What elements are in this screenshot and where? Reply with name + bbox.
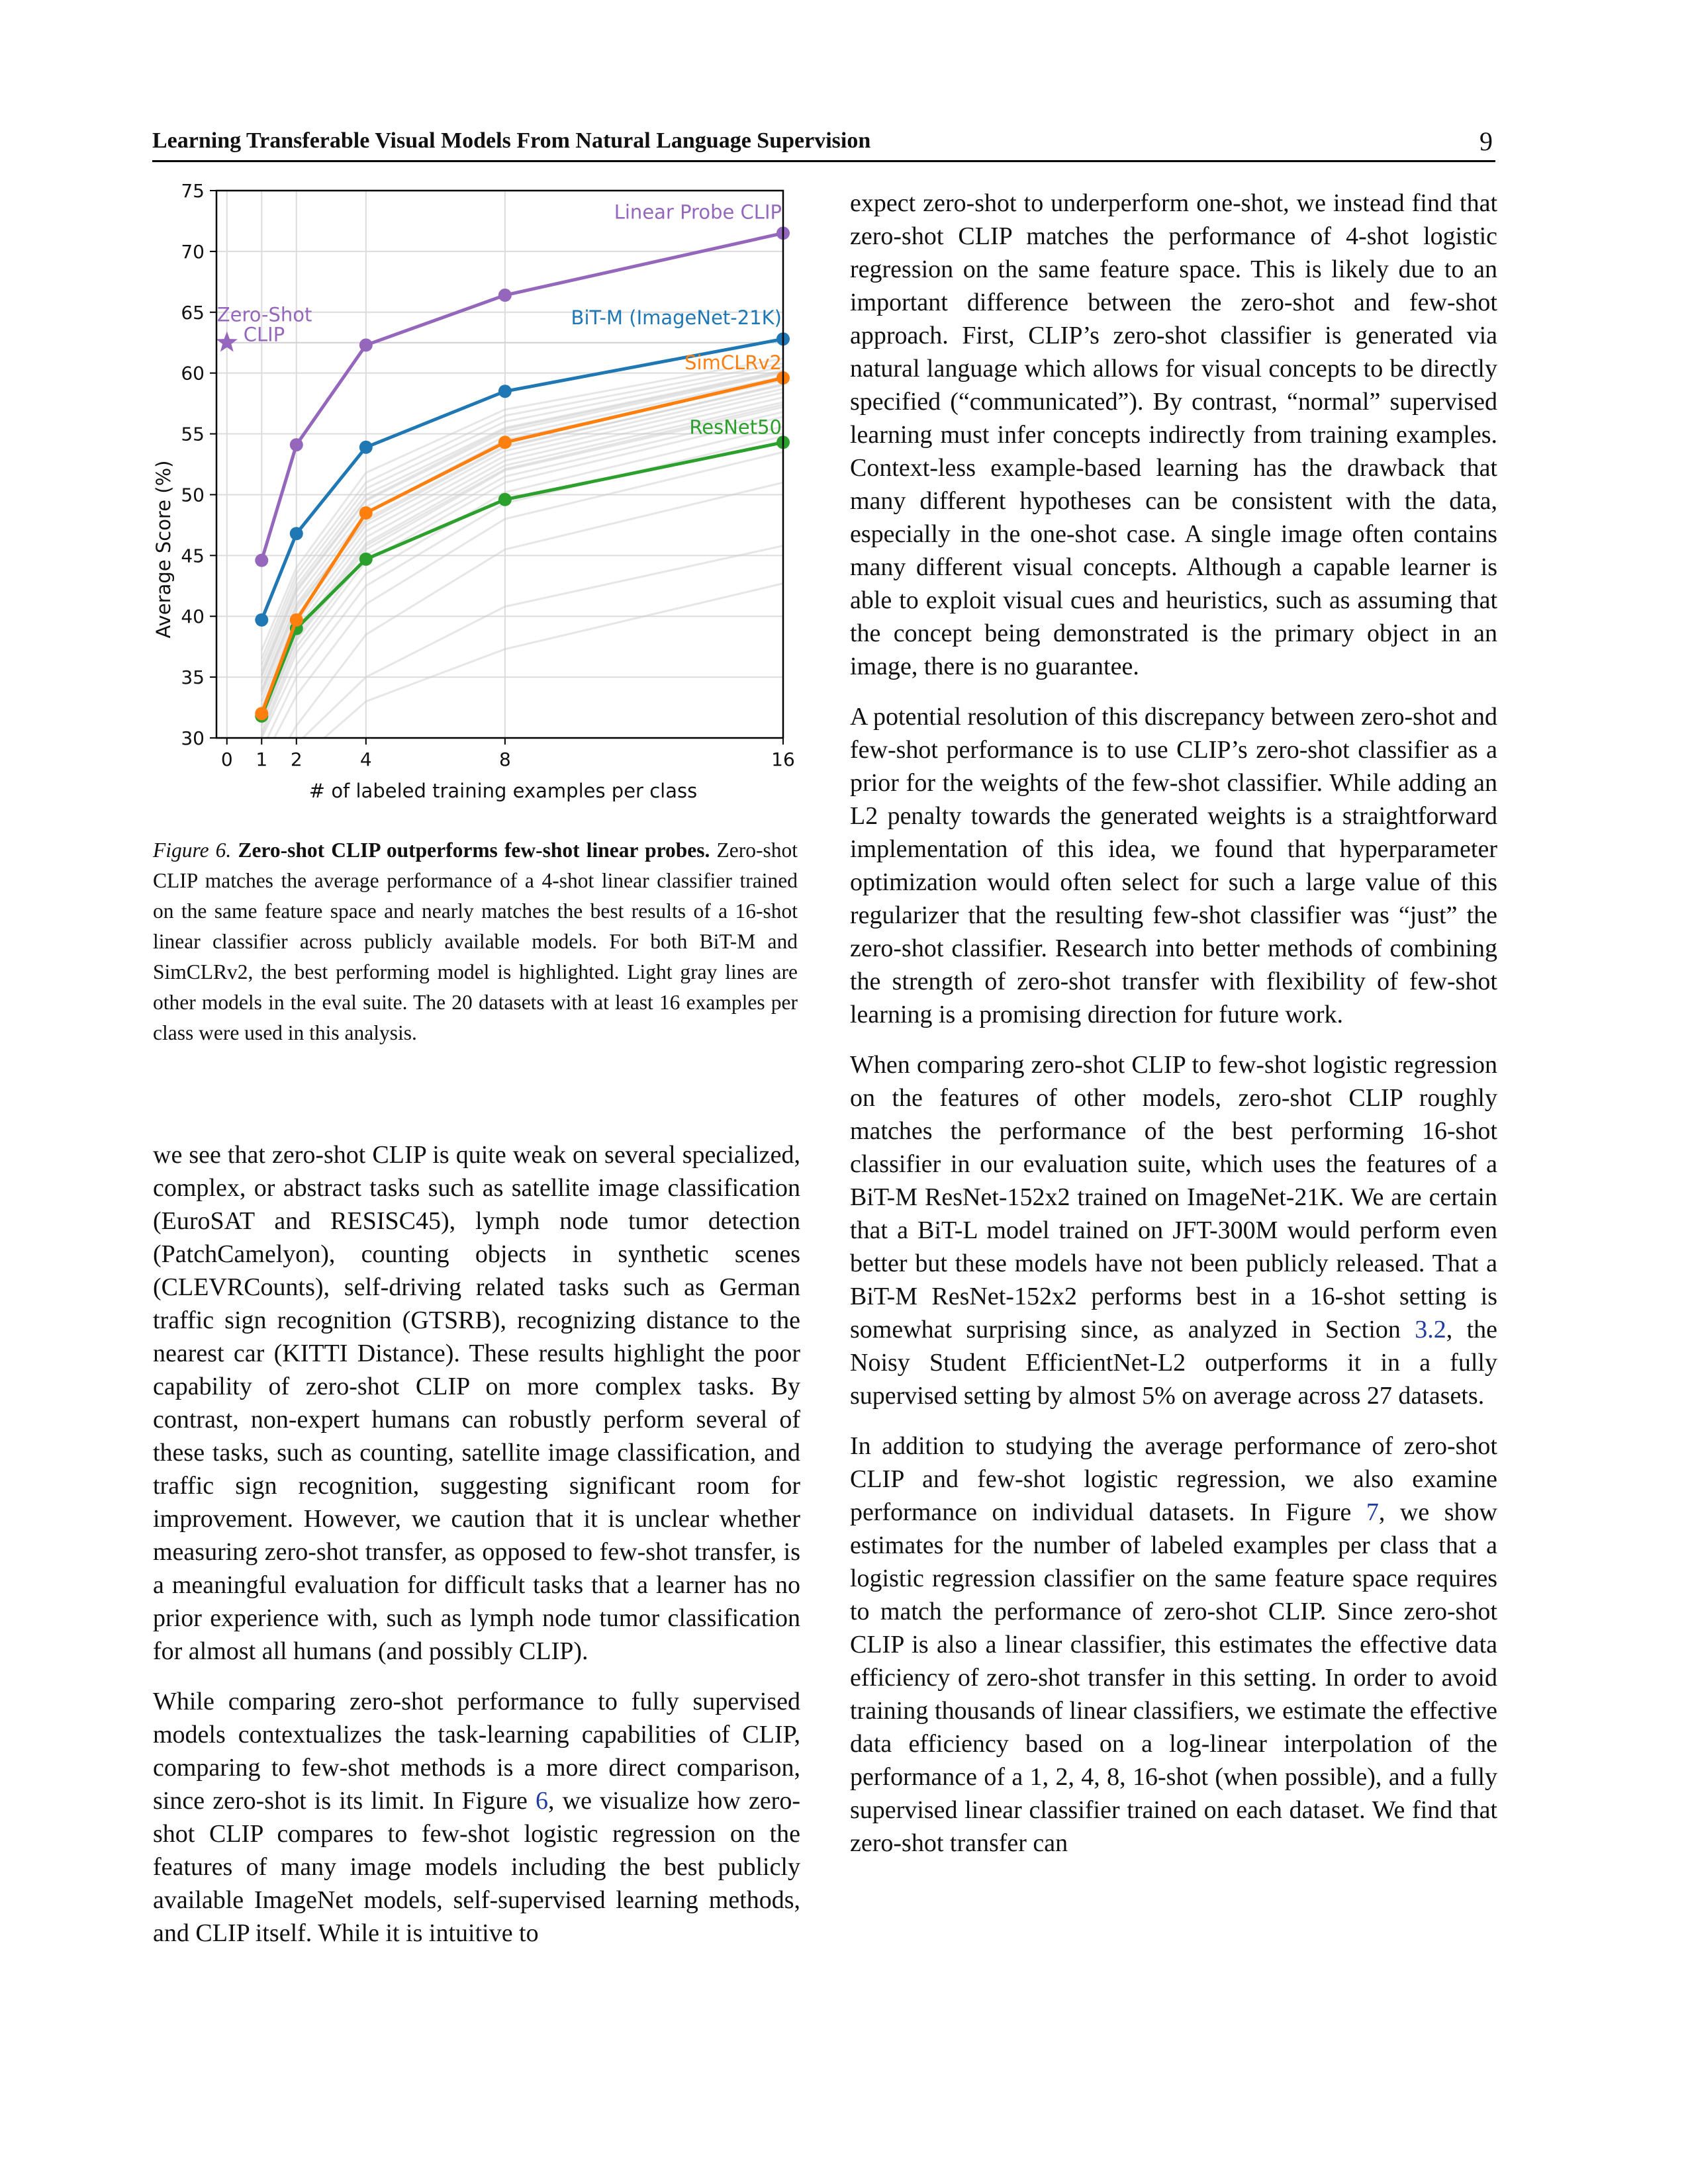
x-tick-label: 2 <box>290 749 303 770</box>
right-paragraph-3 <box>850 1048 1497 1412</box>
y-tick-label: 60 <box>181 362 205 385</box>
right-paragraph-1: expect zero-shot to underperform one-shot, we instead find that zero-shot CLIP matches the performance of 4-shot logistic regression on the same feature space. This is likely due to an important difference between the zero-shot and few-shot approach. First, CLIP’s zero-shot classifier is generated via natural language which allows for visual concepts to be directly specified (“communicated”). By contrast, “normal” supervised learning must infer concepts indirectly from training examples. Context-less example-based learning has the drawback that many different hypotheses can be consistent with the data, especially in the one-shot case. A single image often contains many different visual concepts. Although a capable learner is able to exploit visual cues and heuristics, such as assuming that the concept being demonstrated is the primary object in an image, there is no guarantee. <box>850 189 1497 680</box>
series-point <box>498 385 512 398</box>
figure-caption <box>153 835 798 1048</box>
series-point <box>255 614 268 627</box>
right-paragraph-4 <box>850 1430 1497 1860</box>
gray-model-line <box>261 584 783 811</box>
x-tick-label: 16 <box>771 749 795 770</box>
figure-6-chart <box>142 177 804 813</box>
left-column <box>153 1138 800 1967</box>
gray-model-line <box>261 402 783 720</box>
left-paragraph-1: we see that zero-shot CLIP is quite weak on several specialized, complex, or abstract tasks such as satellite image classification (EuroSAT and RESISC45), lymph node tumor detection (PatchCamelyon), counting objects in synthetic scenes (CLEVRCounts), self-driving related tasks such as German traffic sign recognition (GTSRB), recognizing distance to the nearest car (KITTI Distance). These results highlight the poor capability of zero-shot CLIP on more complex tasks. By contrast, non-expert humans can robustly perform several of these tasks, such as counting, satellite image classification, and traffic sign recognition, suggesting significant room for improvement. However, we caution that it is unclear whether measuring zero-shot transfer, as opposed to few-shot transfer, is a meaningful evaluation for difficult tasks that a learner has no prior experience with, such as lymph node tumor classification for almost all humans (and possibly CLIP). <box>153 1141 800 1665</box>
text-run: In addition to studying the average performance of zero-shot CLIP and few-shot logistic regression, we also examine performance on individual datasets. In Figure <box>850 1432 1497 1526</box>
gray-model-line <box>261 363 783 659</box>
highlighted-series <box>216 226 790 723</box>
series-point <box>359 553 373 566</box>
series-point <box>359 338 373 351</box>
y-tick-label: 45 <box>181 545 205 567</box>
text-run: , the Noisy Student EfficientNet-L2 outperforms it in a fully supervised setting by almost 5% on average across 27 datasets. <box>850 1316 1497 1410</box>
series-point <box>290 527 303 540</box>
caption-body: Zero-shot CLIP matches the average performance of a 4-shot linear classifier trained on the same feature space and nearly matches the best results of a 16-shot linear classifier across publicly available models. For both BiT-M and SimCLRv2, the best performing model is highlighted. Light gray lines are other models in the eval suite. The 20 datasets with at least 16 examples per class were used in this analysis. <box>153 839 798 1044</box>
series-point <box>255 707 268 720</box>
series-label: Linear Probe CLIP <box>614 201 782 224</box>
caption-title: Zero-shot CLIP outperforms few-shot linear probes. <box>238 839 710 862</box>
caption-label: Figure 6. <box>153 839 232 862</box>
right-column <box>850 187 1497 1877</box>
series-point <box>498 493 512 506</box>
y-axis-label: Average Score (%) <box>152 460 175 639</box>
y-tick-label: 35 <box>181 666 205 689</box>
section-3-2-link[interactable]: 3.2 <box>1415 1316 1446 1343</box>
text-run: When comparing zero-shot CLIP to few-shot logistic regression on the features of other models, zero-shot CLIP roughly matches the performance of the best performing 16-shot classifier in our evaluation suite, which uses the features of a BiT-M ResNet-152x2 trained on ImageNet-21K. We are certain that a BiT-L model trained on JFT-300M would perform even better but these models have not been publicly released. That a BiT-M ResNet-152x2 performs best in a 16-shot setting is somewhat surprising since, as analyzed in Section <box>850 1051 1497 1343</box>
series-point <box>359 441 373 454</box>
y-tick-label: 30 <box>181 727 205 749</box>
y-tick-label: 70 <box>181 240 205 263</box>
text-run: While comparing zero-shot performance to fully supervised models contextualizes the task-learning capabilities of CLIP, comparing to few-shot methods is a more direct comparison, since zero-shot is its limit. In Figure <box>153 1688 800 1815</box>
running-title: Learning Transferable Visual Models From Natural Language Supervision <box>152 128 871 153</box>
x-tick-label: 8 <box>498 749 511 770</box>
x-tick-label: 0 <box>220 749 233 770</box>
series-point <box>290 614 303 627</box>
y-tick-label: 40 <box>181 606 205 628</box>
series-point <box>255 554 268 567</box>
x-axis-label: # of labeled training examples per class <box>308 780 698 802</box>
series-label: BiT-M (ImageNet-21K) <box>571 306 782 330</box>
x-tick-label: 1 <box>256 749 268 770</box>
zero-shot-label: Zero-Shot <box>216 303 312 326</box>
y-tick-label: 50 <box>181 484 205 506</box>
series-point <box>359 506 373 520</box>
right-paragraph-2: A potential resolution of this discrepancy between zero-shot and few-shot performance is to use CLIP’s zero-shot classifier as a prior for the weights of the few-shot classifier. While adding an L2 penalty towards the generated weights is a straightforward implementation of this idea, we found that hyperparameter optimization would often select for such a large value of this regularizer that the resulting few-shot classifier was “just” the zero-shot classifier. Research into better methods of combining the strength of zero-shot transfer with flexibility of few-shot learning is a promising direction for future work. <box>850 703 1497 1028</box>
text-run: , we visualize how zero-shot CLIP compares to few-shot logistic regression on the features of many image models including the best publicly available ImageNet models, self-supervised learning methods, and CLIP itself. While it is intuitive to <box>153 1787 800 1947</box>
text-run: , we show estimates for the number of labeled examples per class that a logistic regression classifier on the same feature space requires to match the performance of zero-shot CLIP. Since zero-shot CLIP is also a linear classifier, this estimates the effective data efficiency of zero-shot transfer in this setting. In order to avoid training thousands of linear classifiers, we estimate the effective data efficiency based on a log-linear interpolation of the performance of a 1, 2, 4, 8, 16-shot (when possible), and a fully supervised linear classifier trained on each dataset. We find that zero-shot transfer can <box>850 1498 1497 1857</box>
zero-shot-label: CLIP <box>243 323 285 346</box>
figure-6 <box>142 177 804 813</box>
y-tick-label: 55 <box>181 423 205 445</box>
series-label: SimCLRv2 <box>684 351 782 375</box>
figure-7-link[interactable]: 7 <box>1366 1498 1379 1526</box>
y-tick-label: 75 <box>181 180 205 202</box>
series-point <box>290 438 303 451</box>
series-point <box>498 435 512 449</box>
running-header <box>152 126 1495 162</box>
series-point <box>498 289 512 302</box>
series-label: ResNet50 <box>689 416 782 439</box>
page-number: 9 <box>1479 126 1493 156</box>
y-tick-label: 65 <box>181 301 205 324</box>
left-paragraph-2 <box>153 1685 800 1950</box>
figure-6-link[interactable]: 6 <box>536 1787 548 1815</box>
x-tick-label: 4 <box>359 749 372 770</box>
